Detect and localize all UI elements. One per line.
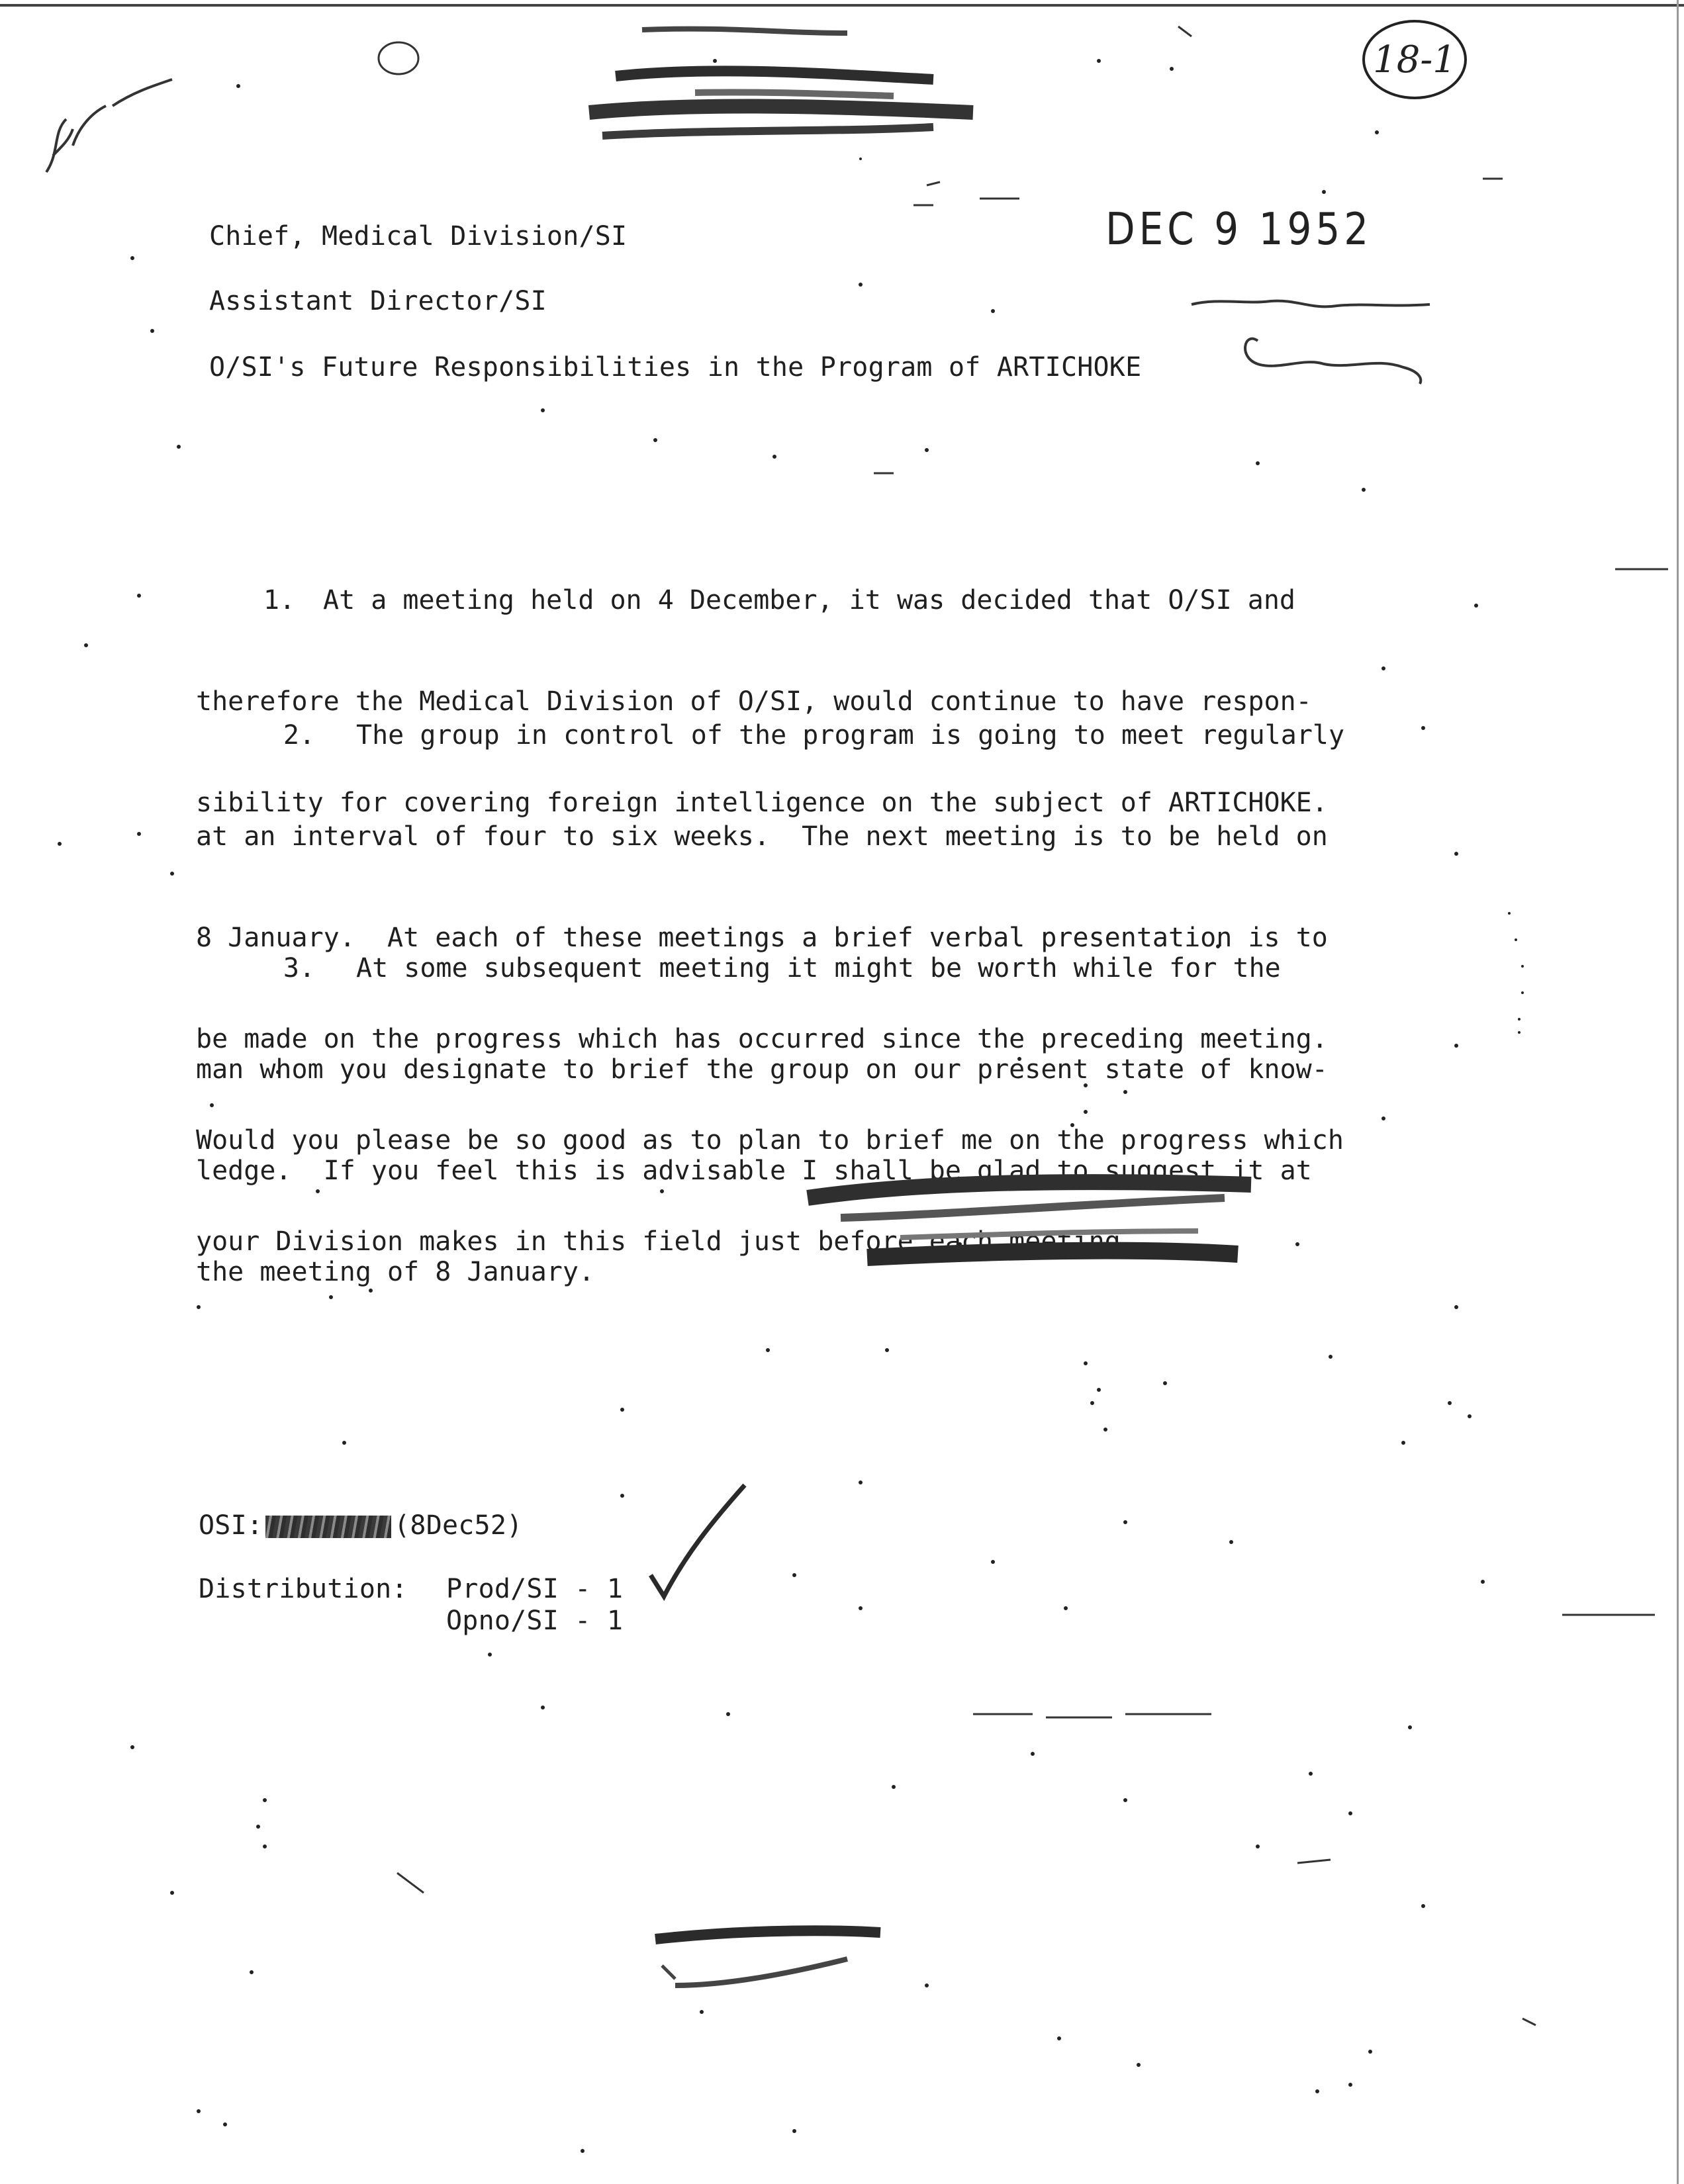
originator-prefix: OSI: (199, 1510, 263, 1541)
paragraph-line: at an interval of four to six weeks. The next meeting is to be held on (196, 821, 1328, 852)
paragraph-line: 1. At a meeting held on 4 December, it was decided that O/SI and (196, 584, 1414, 617)
handwritten-margin-note (33, 40, 185, 185)
redaction-mark-top (563, 13, 1000, 146)
redaction-mark-bottom (649, 1919, 900, 2005)
memo-from-line: Assistant Director/SI (209, 286, 547, 316)
distribution-item: Opno/SI - 1 (446, 1606, 624, 1636)
redaction-mark-signature (801, 1152, 1264, 1284)
paragraph-line: ledge. If you feel this is advisable I shall be glad to suggest it at (196, 1156, 1312, 1186)
originator-date: (8Dec52) (394, 1510, 523, 1541)
paragraph-line: your Division makes in this field just before each meeting. (196, 1226, 1137, 1257)
distribution-label: Distribution: (199, 1574, 408, 1604)
paragraph-line: 3. At some subsequent meeting it might be worth while for the (196, 952, 1414, 985)
memo-subject-line: O/SI's Future Responsibilities in the Program of ARTICHOKE (209, 352, 1142, 383)
paragraph-line: be made on the progress which has occurred since the preceding meeting. (196, 1024, 1328, 1054)
paragraph-line: sibility for covering foreign intelligence on the subject of ARTICHOKE. (196, 788, 1328, 818)
paragraph-number: 2. (283, 720, 315, 751)
page-number-mark: 18-1 (1362, 20, 1467, 99)
handwritten-annotation (1178, 278, 1450, 390)
originator-line (199, 1509, 522, 1543)
paragraph-number: 3. (283, 953, 315, 983)
memo-to-line: Chief, Medical Division/SI (209, 221, 628, 251)
paragraph-line: Would you please be so good as to plan to brief me on the progress which (196, 1125, 1344, 1156)
originator-redaction (265, 1516, 391, 1538)
paragraph-line: man whom you designate to brief the group on our present state of know- (196, 1054, 1328, 1085)
paragraph-3 (196, 884, 1414, 1357)
date-stamp: DEC 9 1952 (1105, 203, 1373, 255)
paragraph-line: the meeting of 8 January. (196, 1257, 595, 1287)
paragraph-number: 1. (263, 585, 295, 615)
distribution-item: Prod/SI - 1 (446, 1574, 624, 1604)
paragraph-line: 8 January. At each of these meetings a brief verbal presentation is to (196, 923, 1328, 953)
paragraph-line: 2. The group in control of the program is going to meet regularly (196, 719, 1414, 752)
check-mark-icon (645, 1476, 758, 1608)
paragraph-line: therefore the Medical Division of O/SI, would continue to have respon- (196, 686, 1312, 717)
